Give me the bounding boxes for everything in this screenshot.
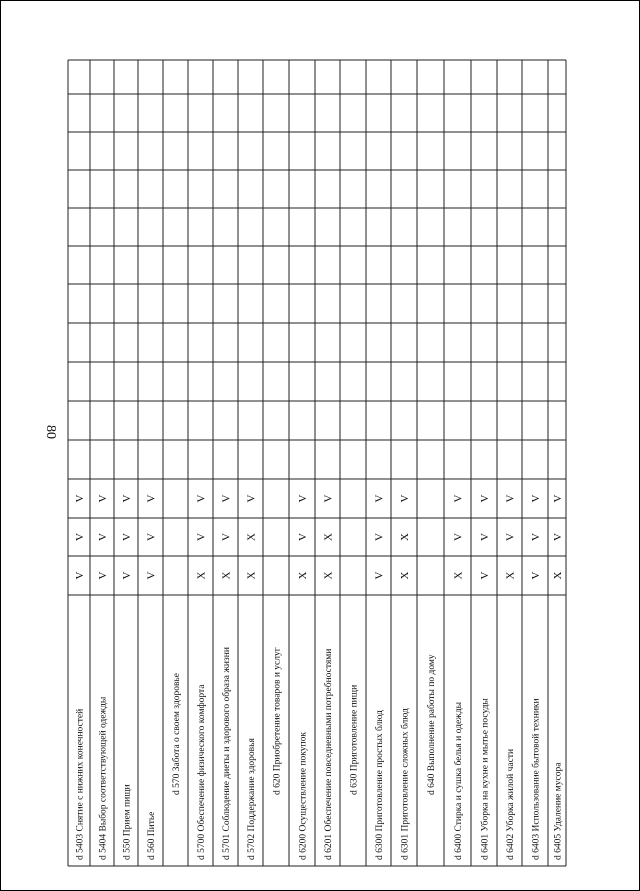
- rating-mark: V: [297, 494, 309, 503]
- row-label: d 6301 Приготовление сложных блюд: [400, 708, 411, 860]
- rating-mark: V: [452, 494, 465, 503]
- rating-mark: V: [195, 494, 208, 503]
- rating-mark: V: [74, 494, 86, 503]
- rating-mark: V: [530, 494, 542, 503]
- section-heading: d 570 Забота о своем здоровье: [172, 673, 182, 795]
- rating-mark: V: [297, 533, 309, 541]
- rating-mark: V: [373, 571, 386, 580]
- rating-mark: V: [121, 494, 133, 503]
- row-label: d 5404 Выбор соответствующей одежды: [98, 696, 109, 860]
- rating-mark: V: [220, 494, 233, 503]
- table-grid: [68, 60, 566, 866]
- rating-mark: V: [74, 571, 86, 580]
- row-label: d 6402 Уборка жилой части: [506, 748, 516, 860]
- rating-mark: V: [504, 533, 517, 541]
- row-label: d 6401 Уборка на кухне и мытье посуды: [480, 698, 491, 860]
- rating-mark: V: [373, 494, 386, 503]
- rating-mark: X: [245, 533, 258, 541]
- rating-mark: V: [220, 533, 233, 541]
- rating-mark: V: [145, 533, 158, 541]
- rating-mark: V: [479, 494, 491, 503]
- rating-mark: V: [552, 494, 564, 503]
- section-heading: d 620 Приобретение товаров и услуг: [272, 647, 283, 795]
- rating-mark: V: [552, 533, 564, 541]
- rating-mark: V: [452, 533, 465, 541]
- row-label: d 6403 Использование бытовой техники: [531, 698, 542, 860]
- rating-mark: V: [145, 494, 158, 503]
- rating-mark: V: [530, 533, 542, 541]
- row-label: d 5700 Обеспечение физического комфорта: [197, 684, 207, 860]
- rating-mark: X: [399, 571, 411, 580]
- rating-mark: V: [121, 571, 133, 580]
- rating-mark: X: [195, 571, 208, 580]
- rating-mark: X: [452, 571, 465, 580]
- rating-mark: V: [479, 533, 491, 541]
- row-label: d 6201 Обеспечение повседневными потребностями: [324, 648, 334, 860]
- rating-mark: X: [399, 533, 411, 541]
- rating-mark: V: [97, 494, 109, 503]
- row-label: d 6300 Приготовление простых блюд: [375, 710, 385, 860]
- rating-mark: X: [322, 533, 335, 541]
- rating-mark: V: [97, 571, 109, 580]
- rating-mark: V: [322, 494, 335, 503]
- row-label: d 6405 Удаление мусора: [553, 762, 564, 860]
- rating-mark: V: [97, 533, 109, 541]
- section-heading: d 630 Приготовление пищи: [349, 684, 360, 795]
- rating-mark: X: [322, 571, 335, 580]
- rating-mark: V: [530, 571, 542, 580]
- assessment-table: [68, 60, 566, 866]
- rating-mark: X: [220, 571, 233, 580]
- rating-mark: X: [297, 571, 309, 580]
- row-label: d 560 Питье: [147, 811, 157, 860]
- section-heading: d 640 Выполнение работы по дому: [427, 654, 437, 795]
- rating-mark: X: [552, 571, 564, 580]
- rating-mark: X: [245, 571, 258, 580]
- rating-mark: V: [195, 533, 208, 541]
- row-label: d 5702 Поддержание здоровья: [247, 738, 257, 860]
- row-label: d 6200 Осуществление покупок: [298, 732, 309, 860]
- page-number: 80: [43, 425, 58, 439]
- rating-mark: V: [121, 533, 133, 541]
- row-label: d 550 Прием пищи: [122, 784, 133, 860]
- rating-mark: V: [399, 494, 411, 503]
- row-label: d 5403 Снятие с нижних конечностей: [75, 708, 86, 860]
- rating-mark: V: [479, 571, 491, 580]
- rating-mark: V: [74, 533, 86, 541]
- rating-mark: X: [504, 571, 517, 580]
- table-cells: [74, 494, 564, 860]
- rating-mark: V: [504, 494, 517, 503]
- row-label: d 6400 Стирка и сушка белья и одежды: [454, 702, 464, 860]
- grid-lines: [68, 60, 566, 866]
- rating-mark: V: [245, 494, 258, 503]
- row-label: d 5701 Соблюдение диеты и здорового образа жизни: [222, 647, 232, 860]
- rating-mark: V: [145, 571, 158, 580]
- rating-mark: V: [373, 533, 386, 541]
